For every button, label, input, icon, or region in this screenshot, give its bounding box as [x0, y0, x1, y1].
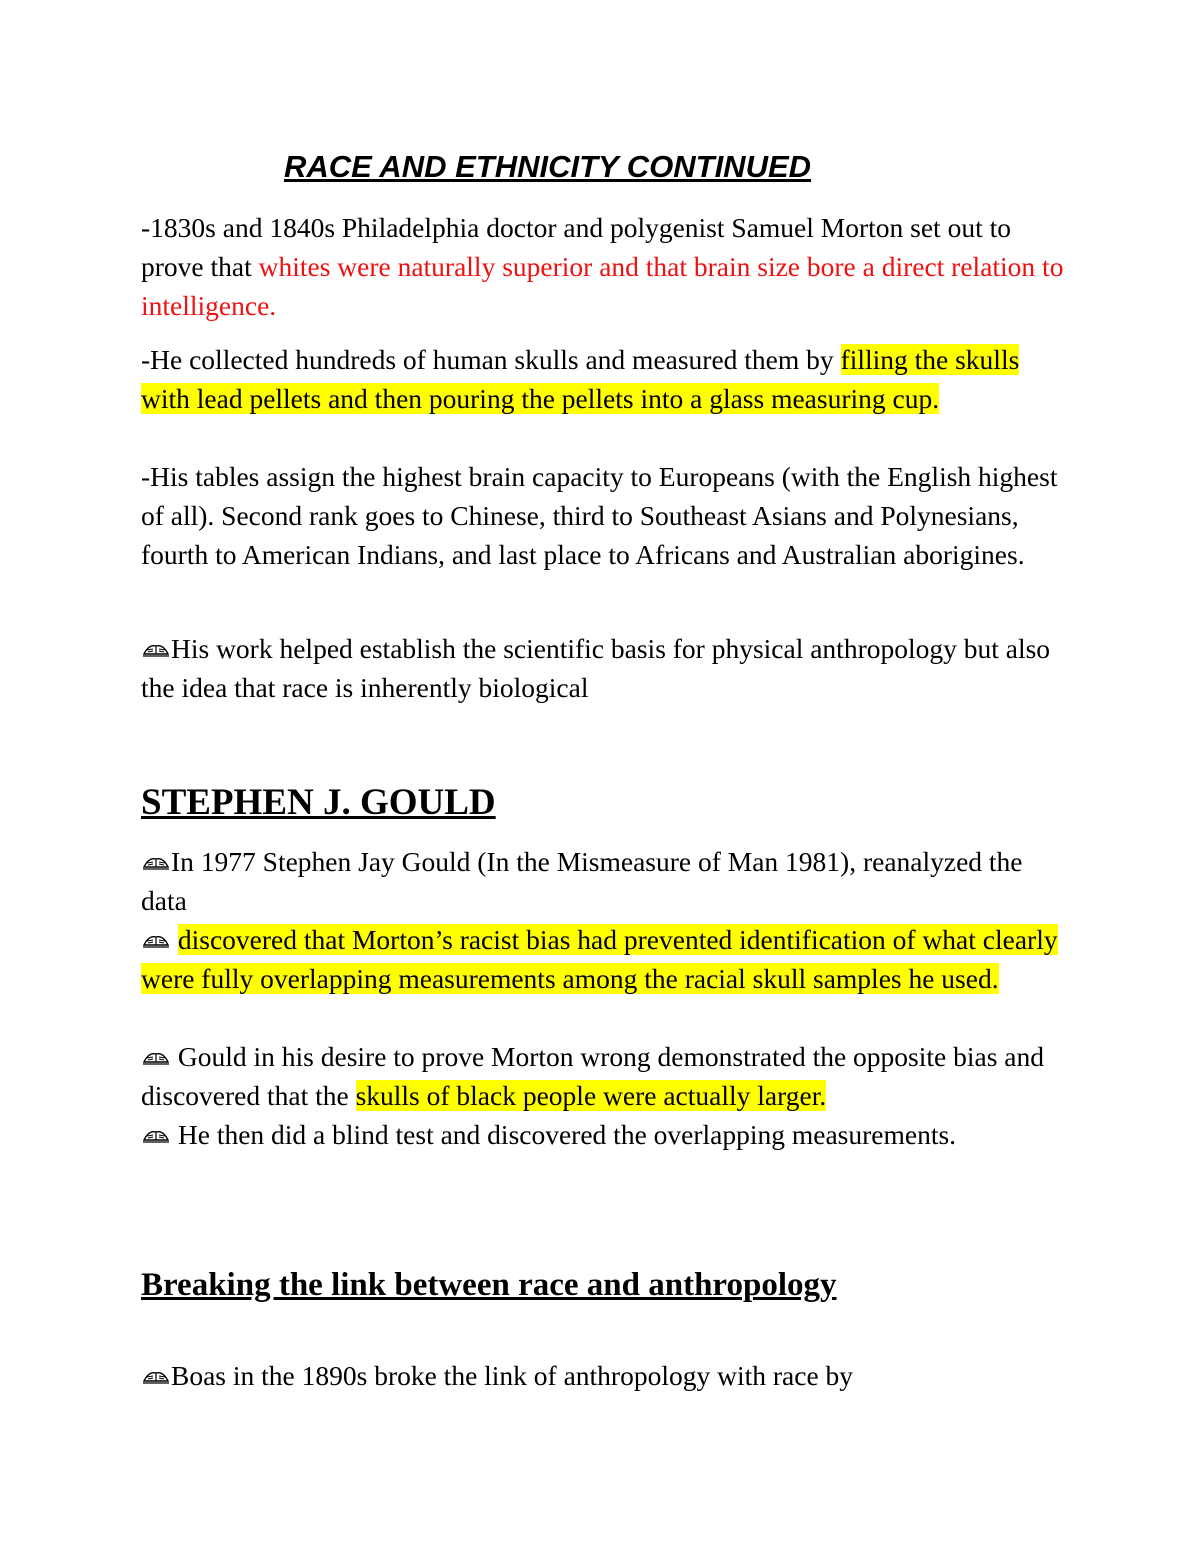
- highlighted-text: filling the skulls with lead pellets and then pouring the pellets into a glass measuring cup.: [141, 344, 1020, 414]
- open-book-icon: [141, 637, 171, 661]
- list-item-gould-4: [141, 1115, 1071, 1154]
- open-book-icon: [141, 1364, 171, 1388]
- list-item-gould-2: [141, 920, 1071, 998]
- open-book-icon: [141, 928, 171, 952]
- paragraph-morton-method: [141, 340, 1071, 418]
- text: In 1977 Stephen Jay Gould (In the Mismeasure of Man 1981), reanalyzed the data: [141, 846, 1023, 916]
- list-item-gould-1: [141, 842, 1071, 920]
- highlighted-text: discovered that Morton’s racist bias had prevented identification of what clearly were fully overlapping measurements among the racial skull samples he used.: [141, 924, 1058, 994]
- page-title: RACE AND ETHNICITY CONTINUED: [284, 149, 812, 184]
- text: His work helped establish the scientific basis for physical anthropology but also the idea that race is inherently biological: [141, 633, 1051, 703]
- paragraph-morton-intro: [141, 208, 1071, 325]
- open-book-icon: [141, 1123, 171, 1147]
- paragraph-morton-legacy: [141, 629, 1071, 707]
- list-item-gould-3: [141, 1037, 1071, 1115]
- list-item-boas: [141, 1356, 1071, 1395]
- section-heading-breaking-link: Breaking the link between race and anthropology: [141, 1267, 837, 1303]
- red-emphasis-text: whites were naturally superior and that brain size bore a direct relation to intelligence.: [141, 251, 1064, 321]
- open-book-icon: [141, 850, 171, 874]
- paragraph-morton-tables: -His tables assign the highest brain capacity to Europeans (with the English highest of all). Second rank goes to Chinese, third to Southeast Asians and Polynesians, fourth to American Indians, and last place to Africans and Australian aborigines.: [141, 461, 1058, 570]
- text: He then did a blind test and discovered the overlapping measurements.: [177, 1119, 957, 1150]
- open-book-icon: [141, 1045, 171, 1069]
- section-heading-gould: STEPHEN J. GOULD: [141, 782, 496, 823]
- text: Gould in his desire to prove Morton wrong demonstrated the opposite bias and discovered that the: [141, 1041, 1044, 1111]
- text: -1830s and 1840s Philadelphia doctor and polygenist Samuel Morton set out to prove that: [141, 212, 1011, 282]
- text: Boas in the 1890s broke the link of anthropology with race by: [171, 1360, 854, 1391]
- highlighted-text: skulls of black people were actually larger.: [355, 1080, 827, 1111]
- text: -He collected hundreds of human skulls and measured them by: [141, 344, 841, 375]
